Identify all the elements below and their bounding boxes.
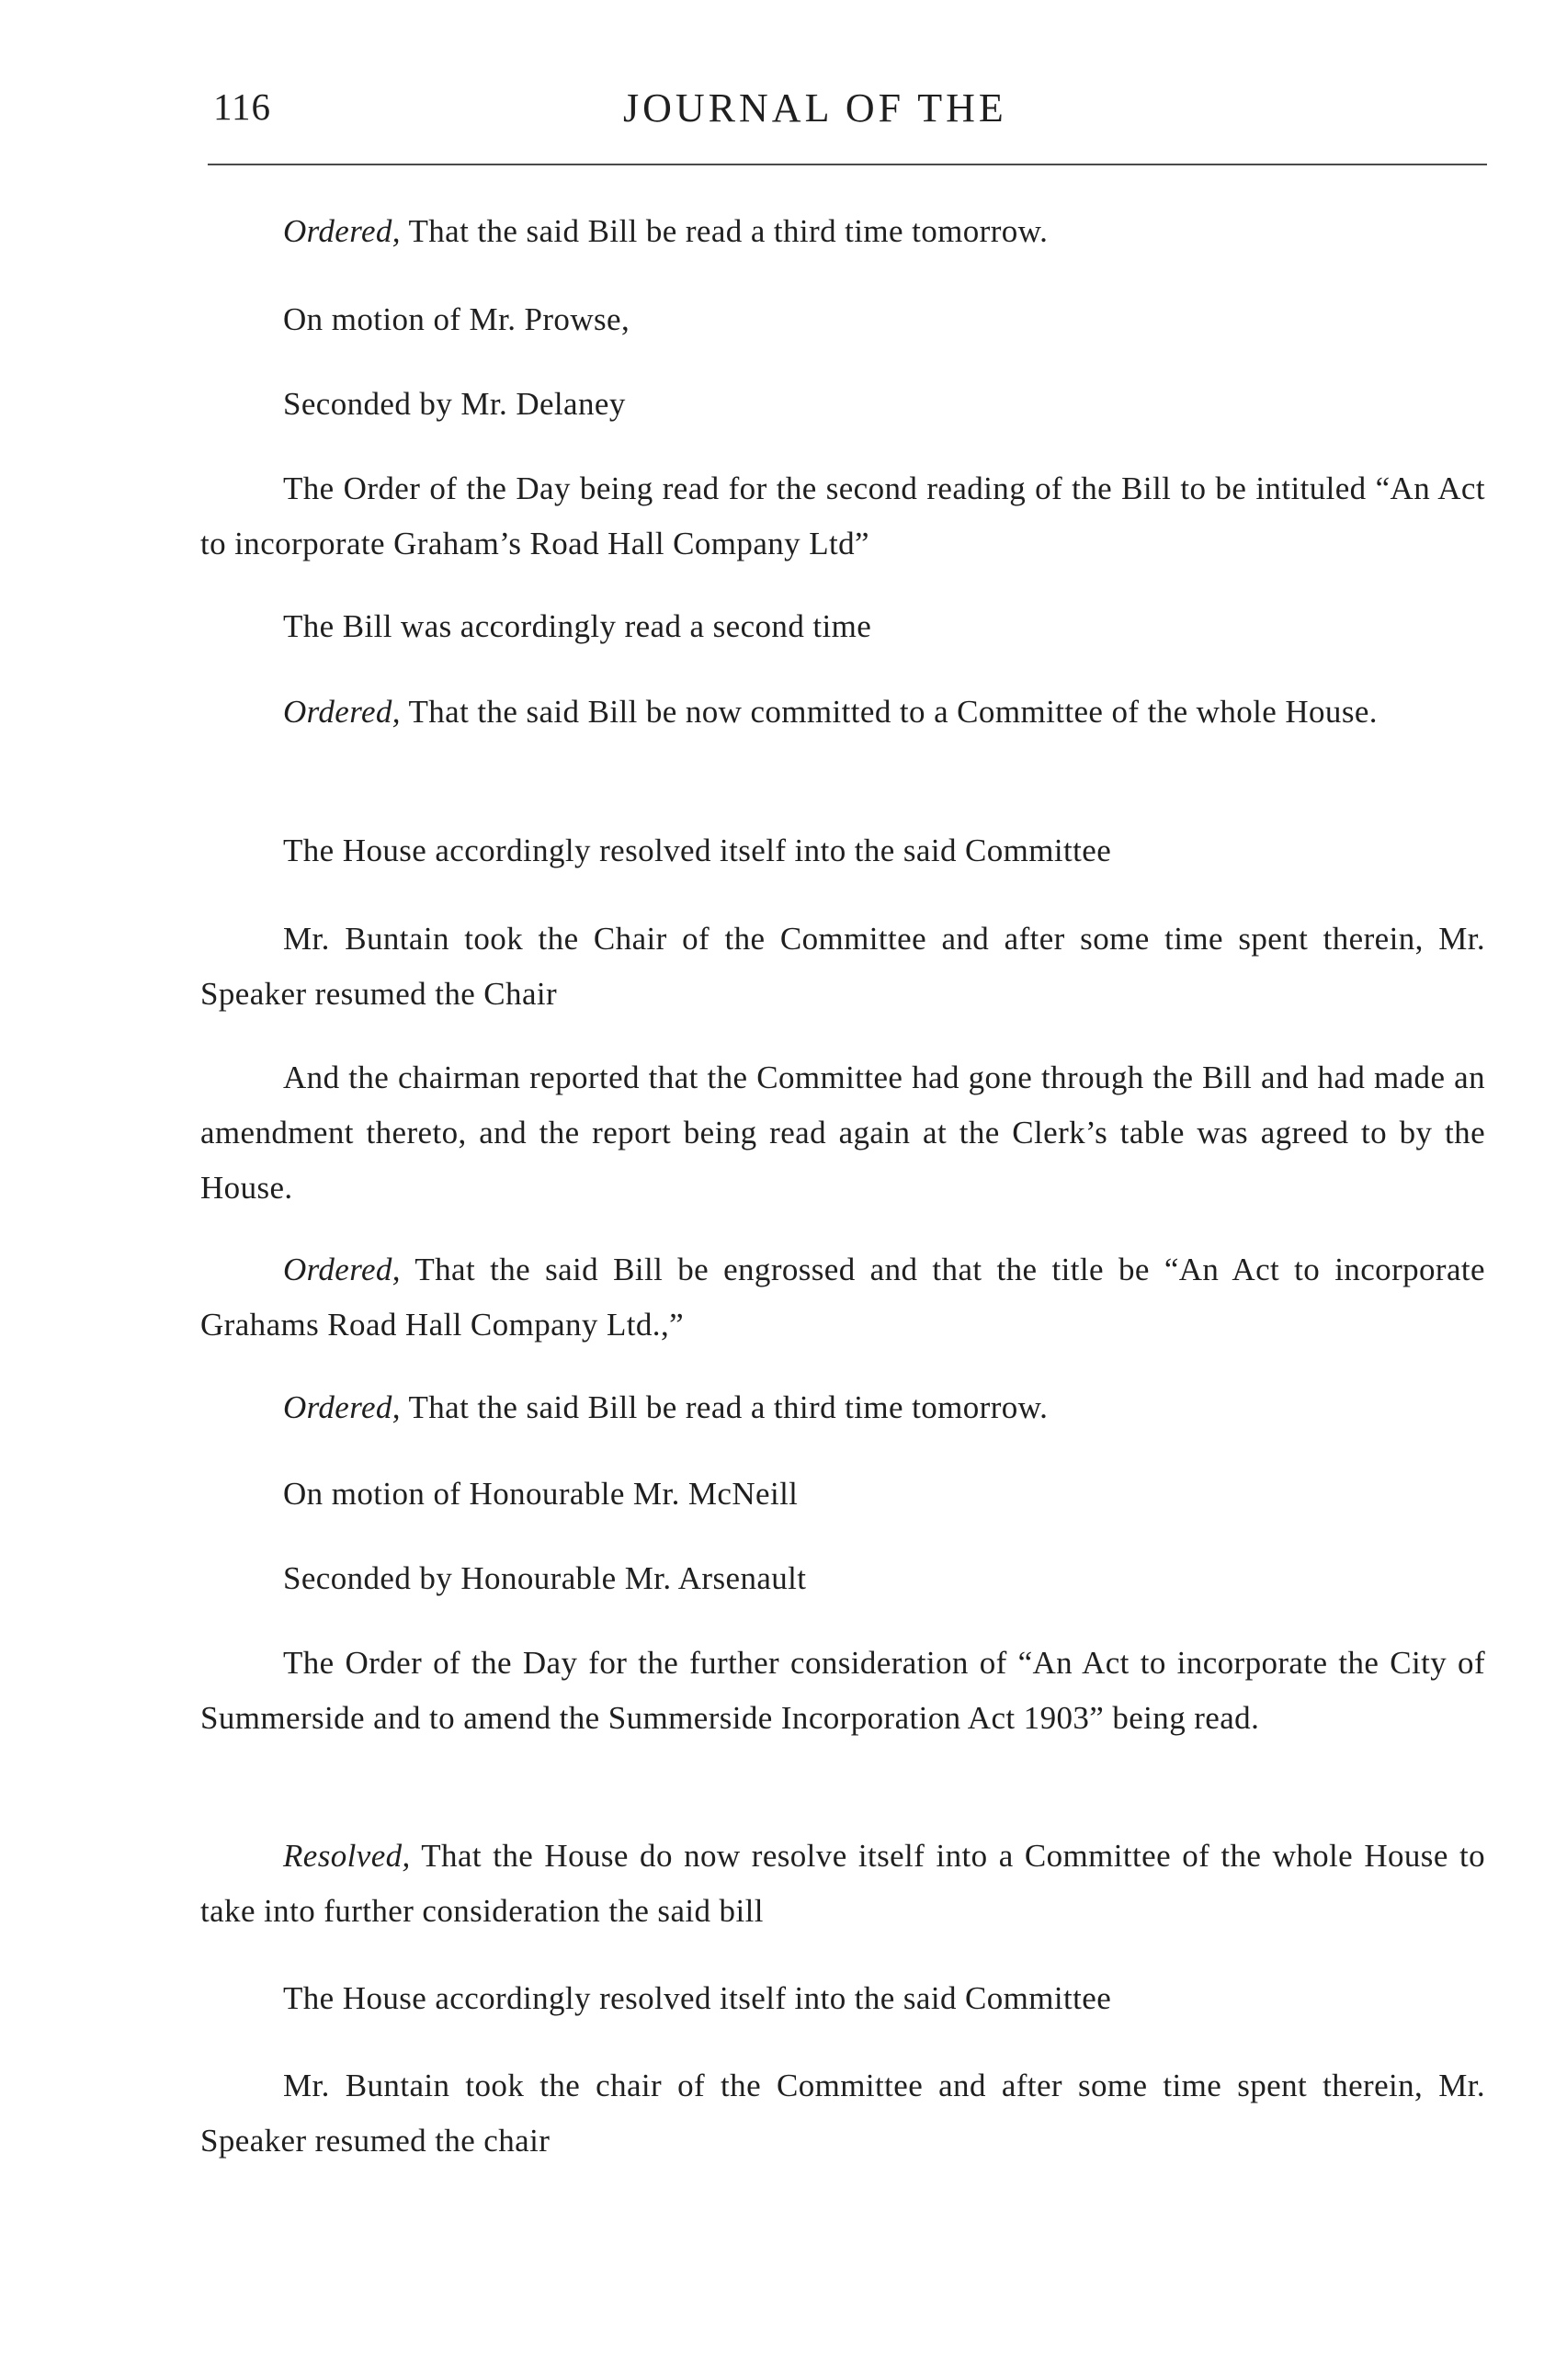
- header-rule: [208, 164, 1487, 165]
- paragraph-text: That the House do now resolve itself into a Committee of the whole House to take into further consideration the said bill: [200, 1838, 1485, 1929]
- paragraph-order-of-day: [200, 461, 1485, 572]
- paragraph-lead: Resolved,: [283, 1838, 411, 1874]
- paragraph-text: The Order of the Day being read for the second reading of the Bill to be intituled “An Act to incorporate Graham’s Road Hall Company Ltd”: [200, 470, 1485, 561]
- paragraph-ordered-third-reading-2: [200, 1380, 1485, 1435]
- paragraph-seconded: [200, 377, 1485, 432]
- paragraph-resolved: [200, 1829, 1485, 1939]
- paragraph-lead: Ordered,: [283, 694, 401, 730]
- paragraph-text: Mr. Buntain took the chair of the Committee and after some time spent therein, Mr. Speaker resumed the chair: [200, 2068, 1485, 2159]
- paragraph-text: That the said Bill be engrossed and that the title be “An Act to incorporate Grahams Road Hall Company Ltd.,”: [200, 1252, 1485, 1343]
- paragraph-text: That the said Bill be read a third time tomorrow.: [400, 1389, 1049, 1425]
- paragraph-chair-2: [200, 2058, 1485, 2169]
- running-title: JOURNAL OF THE: [623, 85, 1007, 130]
- paragraph-chair: [200, 912, 1485, 1022]
- paragraph-lead: Ordered,: [283, 1252, 401, 1287]
- paragraph-text: The House accordingly resolved itself into the said Committee: [283, 1980, 1112, 2016]
- paragraph-ordered-committed: [200, 685, 1485, 740]
- paragraph-lead: Ordered,: [283, 1389, 401, 1425]
- page-header: [200, 85, 1470, 140]
- paragraph-text: Seconded by Mr. Delaney: [283, 386, 626, 422]
- page-number: 116: [213, 85, 271, 128]
- paragraph-text: That the said Bill be now committed to a Committee of the whole House.: [400, 694, 1378, 730]
- paragraph-ordered-third-reading: [200, 204, 1485, 259]
- paragraph-chairman-report: [200, 1050, 1485, 1216]
- paragraph-lead: Ordered,: [283, 213, 401, 249]
- paragraph-house-resolved: [200, 823, 1485, 878]
- paragraph-text: And the chairman reported that the Committee had gone through the Bill and had made an amendment thereto, and the report being read again at the Clerk’s table was agreed to by the House.: [200, 1060, 1485, 1206]
- paragraph-seconded-arsenault: [200, 1551, 1485, 1606]
- paragraph-text: The House accordingly resolved itself into the said Committee: [283, 833, 1112, 868]
- paragraph-text: On motion of Honourable Mr. McNeill: [283, 1476, 799, 1512]
- paragraph-motion-mcneill: [200, 1467, 1485, 1522]
- paragraph-second-reading: [200, 599, 1485, 654]
- paragraph-ordered-engrossed: [200, 1242, 1485, 1353]
- paragraph-text: The Bill was accordingly read a second time: [283, 608, 872, 644]
- paragraph-motion: [200, 292, 1485, 347]
- paragraph-text: On motion of Mr. Prowse,: [283, 301, 630, 337]
- paragraph-text: Seconded by Honourable Mr. Arsenault: [283, 1560, 807, 1596]
- paragraph-order-summerside: [200, 1636, 1485, 1746]
- paragraph-house-resolved-2: [200, 1971, 1485, 2026]
- paragraph-text: That the said Bill be read a third time tomorrow.: [400, 213, 1049, 249]
- paragraph-text: The Order of the Day for the further consideration of “An Act to incorporate the City of Summerside and to amend the Summerside Incorporation Act 1903” being read.: [200, 1645, 1485, 1736]
- paragraph-text: Mr. Buntain took the Chair of the Committee and after some time spent therein, Mr. Speaker resumed the Chair: [200, 921, 1485, 1012]
